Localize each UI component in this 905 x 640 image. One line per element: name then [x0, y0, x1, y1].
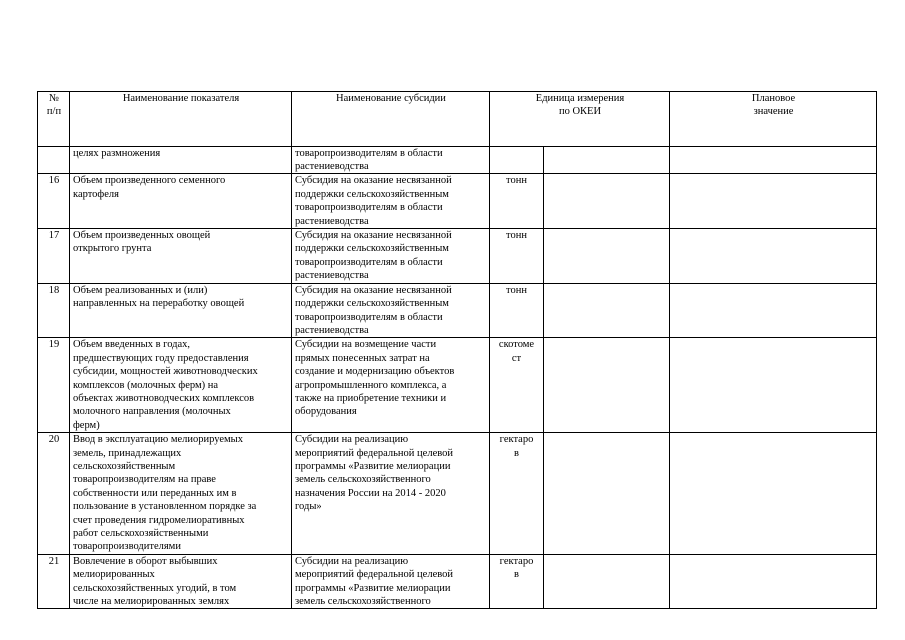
- cell-unit-spacer: [544, 146, 670, 174]
- cell-unit-text: тонн: [506, 175, 527, 187]
- cell-unit-spacer: [544, 174, 670, 229]
- cell-planned-value: [670, 433, 877, 555]
- cell-unit-text: скотоме ст: [498, 339, 535, 364]
- cell-unit: [490, 554, 544, 609]
- cell-indicator-name: [70, 174, 292, 229]
- cell-unit: [490, 283, 544, 338]
- cell-subsidy-name-text: Субсидия на оказание несвязанной поддержки сельскохозяйственным товаропроизводителям в области растениеводства: [295, 230, 452, 282]
- cell-number: [38, 433, 70, 555]
- cell-unit: [490, 433, 544, 555]
- cell-unit-text: гектаро в: [499, 555, 534, 581]
- cell-indicator-name-text: целях размножения: [73, 147, 161, 159]
- cell-unit-text: тонн: [506, 230, 527, 242]
- header-subsidy-name: Наименование субсидии: [292, 92, 490, 147]
- cell-planned-value: [670, 338, 877, 433]
- cell-subsidy-name-text: Субсидия на оказание несвязанной поддержки сельскохозяйственным товаропроизводителям в области растениеводства: [295, 175, 452, 227]
- cell-indicator-name: [70, 554, 292, 609]
- cell-unit-spacer: [544, 229, 670, 284]
- cell-number-text: 19: [48, 339, 60, 351]
- cell-subsidy-name: [292, 174, 490, 229]
- cell-subsidy-name: [292, 338, 490, 433]
- table-row: [38, 174, 877, 229]
- indicators-table: [37, 91, 877, 609]
- table-row: [38, 229, 877, 284]
- cell-number-text: 21: [48, 555, 60, 567]
- header-unit-okei: Единица измерения по ОКЕИ: [490, 92, 670, 147]
- cell-unit-spacer: [544, 338, 670, 433]
- cell-planned-value: [670, 554, 877, 609]
- table-header-row: [38, 92, 877, 147]
- cell-unit-spacer: [544, 554, 670, 609]
- cell-number: [38, 338, 70, 433]
- cell-planned-value: [670, 174, 877, 229]
- table-row: [38, 146, 877, 174]
- cell-planned-value: [670, 146, 877, 174]
- cell-indicator-name-text: Вовлечение в оборот выбывших мелиорированных сельскохозяйственных угодий, в том числе на мелиорированных землях: [73, 555, 237, 608]
- cell-number: [38, 554, 70, 609]
- cell-number-text: 16: [48, 175, 60, 187]
- cell-number-text: 20: [48, 434, 60, 446]
- table-row: [38, 283, 877, 338]
- table-row: [38, 433, 877, 555]
- cell-subsidy-name-text: Субсидии на возмещение части прямых понесенных затрат на создание и модернизацию объектов агропромышленного комплекса, а также на приобретение техники и оборудования: [295, 339, 455, 418]
- table-row: [38, 338, 877, 433]
- cell-subsidy-name-text: Субсидии на реализацию мероприятий федеральной целевой программы «Развитие мелиорации земель сельскохозяйственного назначения России на 2014 - 2020 годы»: [295, 434, 453, 513]
- cell-unit: [490, 174, 544, 229]
- cell-indicator-name: [70, 283, 292, 338]
- cell-indicator-name: [70, 433, 292, 555]
- cell-indicator-name-text: Объем введенных в годах, предшествующих году предоставления субсидии, мощностей животноводческих комплексов (молочных ферм) на объектах животноводческих комплексов молочного направления (молочных ферм): [73, 339, 258, 431]
- cell-unit: [490, 146, 544, 174]
- cell-subsidy-name: [292, 283, 490, 338]
- cell-indicator-name-text: Объем произведенного семенного картофеля: [73, 175, 226, 200]
- table-body: [38, 146, 877, 609]
- cell-subsidy-name: [292, 146, 490, 174]
- header-indicator-name: Наименование показателя: [70, 92, 292, 147]
- cell-subsidy-name-text: товаропроизводителям в области растениеводства: [295, 147, 443, 173]
- cell-number: [38, 174, 70, 229]
- cell-number-text: 17: [48, 230, 60, 242]
- header-number: № п/п: [38, 92, 70, 147]
- cell-indicator-name-text: Ввод в эксплуатацию мелиорируемых земель, принадлежащих сельскохозяйственным товаропроизводителям на праве собственности или переданных им в пользование в установленном порядке за счет проведения гидромелиоративных работ сельскохозяйственными товаропроизводителями: [73, 434, 257, 553]
- cell-indicator-name: [70, 229, 292, 284]
- cell-unit-spacer: [544, 283, 670, 338]
- cell-indicator-name: [70, 338, 292, 433]
- cell-planned-value: [670, 229, 877, 284]
- cell-indicator-name-text: Объем произведенных овощей открытого грунта: [73, 230, 211, 255]
- cell-planned-value: [670, 283, 877, 338]
- cell-indicator-name-text: Объем реализованных и (или) направленных на переработку овощей: [73, 284, 245, 310]
- cell-unit-text: гектаро в: [499, 434, 534, 459]
- cell-number: [38, 283, 70, 338]
- cell-indicator-name: [70, 146, 292, 174]
- cell-unit: [490, 338, 544, 433]
- header-planned-value: Плановое значение: [670, 92, 877, 147]
- cell-number: [38, 146, 70, 174]
- cell-subsidy-name: [292, 433, 490, 555]
- cell-subsidy-name-text: Субсидия на оказание несвязанной поддержки сельскохозяйственным товаропроизводителям в области растениеводства: [295, 284, 452, 336]
- cell-subsidy-name: [292, 554, 490, 609]
- cell-subsidy-name: [292, 229, 490, 284]
- cell-unit-spacer: [544, 433, 670, 555]
- table-row: [38, 554, 877, 609]
- cell-unit-text: тонн: [506, 284, 527, 296]
- cell-number: [38, 229, 70, 284]
- cell-number-text: 18: [48, 284, 60, 296]
- cell-unit: [490, 229, 544, 284]
- cell-subsidy-name-text: Субсидии на реализацию мероприятий федеральной целевой программы «Развитие мелиорации земель сельскохозяйственного: [295, 555, 453, 608]
